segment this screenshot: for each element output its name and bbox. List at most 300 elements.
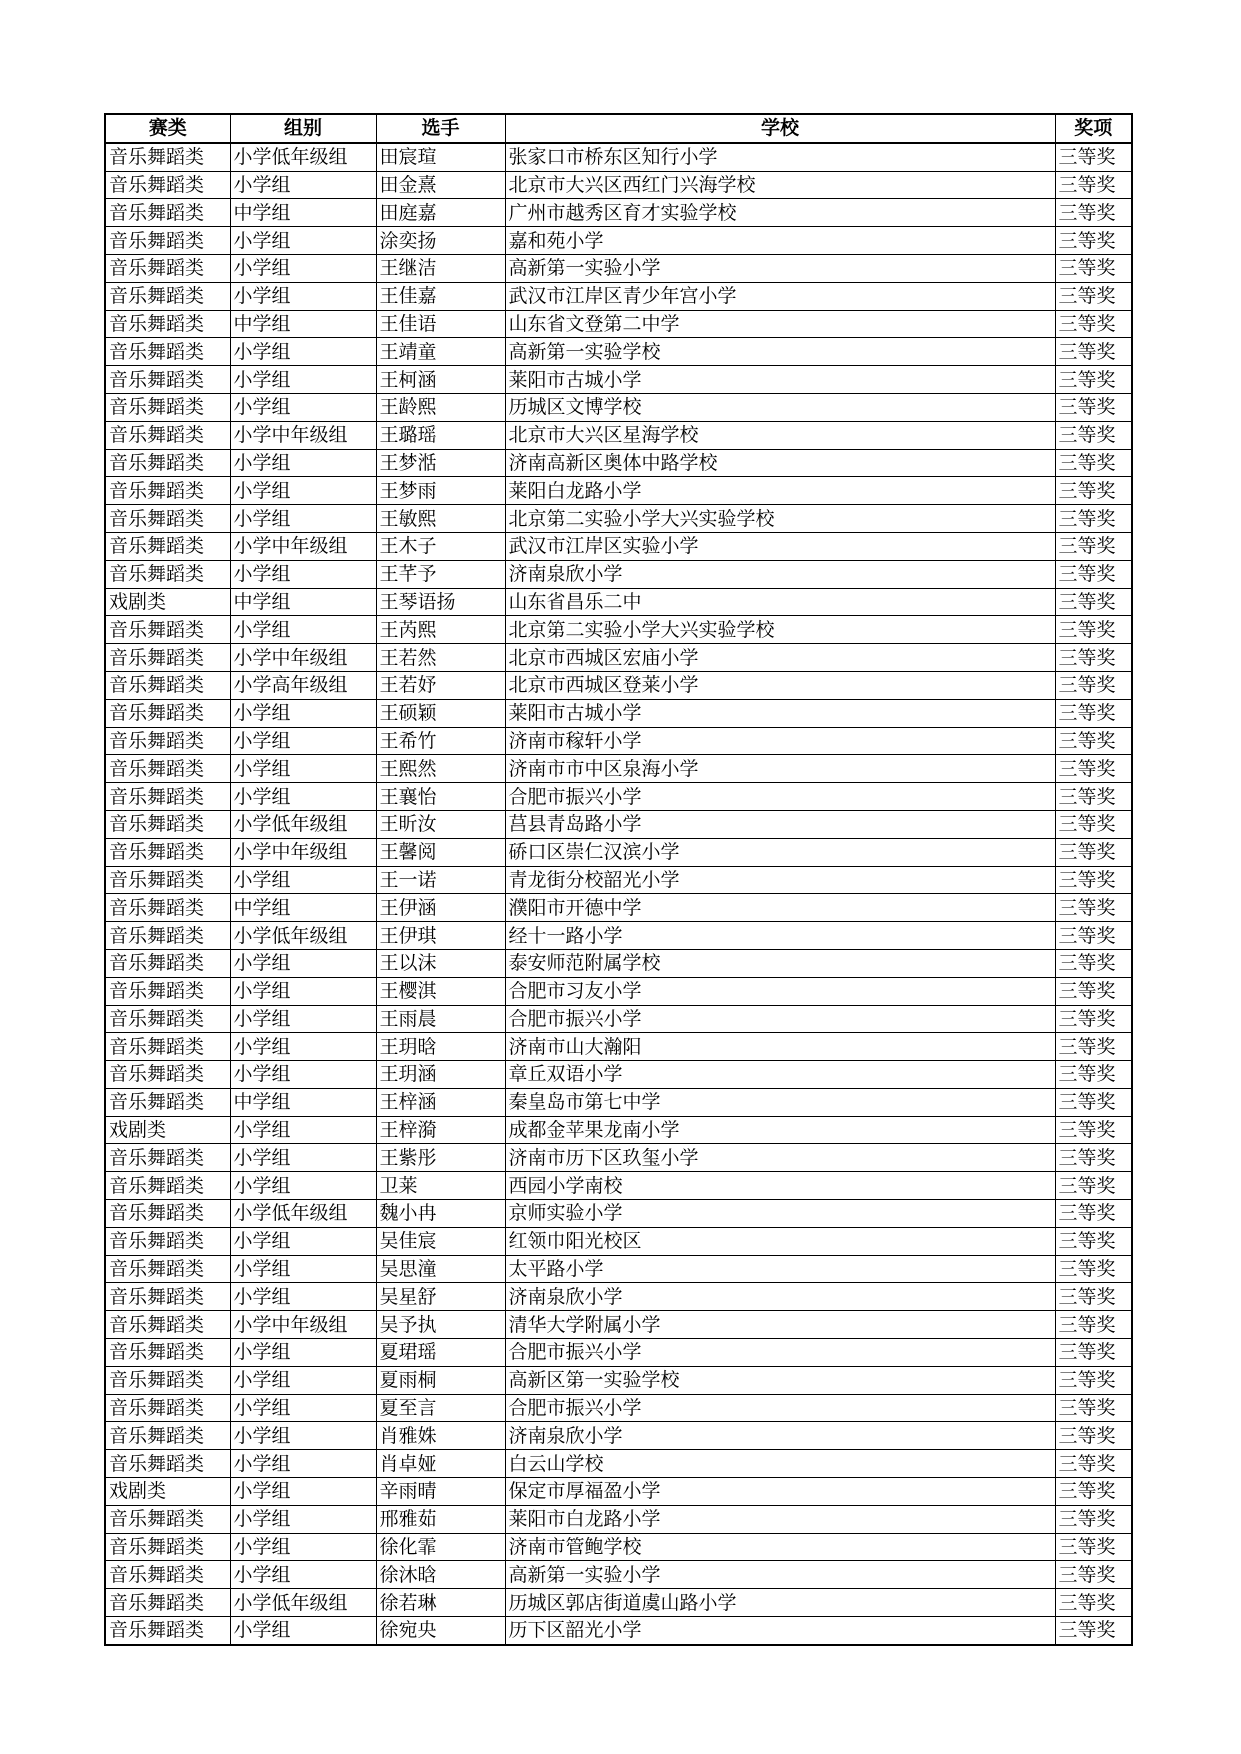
cell-category: 音乐舞蹈类 [105,449,230,477]
cell-school: 莱阳市古城小学 [505,366,1055,394]
cell-group: 小学低年级组 [230,1200,376,1228]
cell-award: 三等奖 [1055,1394,1132,1422]
cell-group: 小学组 [230,616,376,644]
table-row [105,671,1132,699]
cell-award: 三等奖 [1055,560,1132,588]
cell-school: 山东省文登第二中学 [505,310,1055,338]
cell-award: 三等奖 [1055,1478,1132,1506]
cell-category: 音乐舞蹈类 [105,532,230,560]
table-row [105,532,1132,560]
cell-category: 音乐舞蹈类 [105,727,230,755]
header-group: 组别 [230,114,376,143]
table-row [105,783,1132,811]
cell-award: 三等奖 [1055,143,1132,171]
cell-school: 红领巾阳光校区 [505,1227,1055,1255]
cell-contestant: 王芊予 [376,560,505,588]
cell-contestant: 涂奕扬 [376,227,505,255]
cell-category: 音乐舞蹈类 [105,977,230,1005]
table-row [105,866,1132,894]
cell-contestant: 吴佳宸 [376,1227,505,1255]
cell-contestant: 王玥晗 [376,1033,505,1061]
cell-contestant: 卫莱 [376,1172,505,1200]
cell-award: 三等奖 [1055,1422,1132,1450]
cell-group: 小学组 [230,1450,376,1478]
cell-award: 三等奖 [1055,1227,1132,1255]
cell-group: 小学组 [230,1283,376,1311]
cell-group: 小学组 [230,1422,376,1450]
table-row [105,1172,1132,1200]
table-row [105,1088,1132,1116]
cell-group: 小学组 [230,977,376,1005]
cell-school: 济南市山大瀚阳 [505,1033,1055,1061]
cell-category: 音乐舞蹈类 [105,1200,230,1228]
cell-category: 音乐舞蹈类 [105,1033,230,1061]
cell-group: 小学组 [230,1172,376,1200]
cell-contestant: 王樱淇 [376,977,505,1005]
cell-school: 泰安师范附属学校 [505,949,1055,977]
cell-group: 中学组 [230,588,376,616]
cell-category: 音乐舞蹈类 [105,310,230,338]
table-row [105,171,1132,199]
cell-school: 白云山学校 [505,1450,1055,1478]
cell-award: 三等奖 [1055,949,1132,977]
cell-contestant: 辛雨晴 [376,1478,505,1506]
cell-award: 三等奖 [1055,588,1132,616]
table-row [105,421,1132,449]
table-row [105,338,1132,366]
cell-school: 武汉市江岸区青少年宫小学 [505,282,1055,310]
cell-category: 音乐舞蹈类 [105,699,230,727]
cell-category: 音乐舞蹈类 [105,810,230,838]
cell-category: 戏剧类 [105,588,230,616]
cell-contestant: 吴思潼 [376,1255,505,1283]
cell-school: 莱阳白龙路小学 [505,477,1055,505]
cell-award: 三等奖 [1055,1366,1132,1394]
cell-group: 小学组 [230,1394,376,1422]
cell-category: 音乐舞蹈类 [105,616,230,644]
table-row [105,1227,1132,1255]
cell-school: 济南市管鲍学校 [505,1533,1055,1561]
cell-contestant: 王玥涵 [376,1061,505,1089]
cell-group: 小学组 [230,1366,376,1394]
table-row [105,1005,1132,1033]
cell-contestant: 王硕颖 [376,699,505,727]
cell-contestant: 王雨晨 [376,1005,505,1033]
cell-school: 历下区韶光小学 [505,1617,1055,1645]
cell-category: 音乐舞蹈类 [105,783,230,811]
cell-contestant: 王馨阅 [376,838,505,866]
table-row [105,1561,1132,1589]
cell-contestant: 王襄怡 [376,783,505,811]
cell-category: 音乐舞蹈类 [105,477,230,505]
cell-school: 北京市大兴区西红门兴海学校 [505,171,1055,199]
cell-contestant: 邢雅茹 [376,1505,505,1533]
cell-contestant: 王若然 [376,644,505,672]
cell-category: 音乐舞蹈类 [105,1589,230,1617]
cell-contestant: 田金熹 [376,171,505,199]
cell-award: 三等奖 [1055,282,1132,310]
cell-category: 戏剧类 [105,1478,230,1506]
cell-group: 小学组 [230,1561,376,1589]
cell-category: 音乐舞蹈类 [105,1005,230,1033]
table-row [105,949,1132,977]
cell-award: 三等奖 [1055,171,1132,199]
table-row [105,1116,1132,1144]
cell-category: 音乐舞蹈类 [105,1422,230,1450]
cell-contestant: 王佳语 [376,310,505,338]
cell-contestant: 王璐瑶 [376,421,505,449]
cell-award: 三等奖 [1055,532,1132,560]
cell-contestant: 王梓漪 [376,1116,505,1144]
cell-group: 小学组 [230,282,376,310]
cell-contestant: 田宸瑄 [376,143,505,171]
cell-school: 历城区郭店街道虞山路小学 [505,1589,1055,1617]
cell-school: 保定市厚福盈小学 [505,1478,1055,1506]
cell-award: 三等奖 [1055,810,1132,838]
cell-category: 音乐舞蹈类 [105,1561,230,1589]
table-row [105,616,1132,644]
cell-category: 音乐舞蹈类 [105,421,230,449]
table-row [105,838,1132,866]
cell-school: 高新区第一实验学校 [505,1366,1055,1394]
cell-school: 经十一路小学 [505,922,1055,950]
cell-school: 莒县青岛路小学 [505,810,1055,838]
cell-group: 小学组 [230,449,376,477]
cell-award: 三等奖 [1055,1005,1132,1033]
table-row [105,1617,1132,1645]
cell-category: 音乐舞蹈类 [105,227,230,255]
cell-category: 音乐舞蹈类 [105,755,230,783]
cell-category: 音乐舞蹈类 [105,838,230,866]
cell-school: 莱阳市古城小学 [505,699,1055,727]
cell-school: 硚口区崇仁汉滨小学 [505,838,1055,866]
table-row [105,1061,1132,1089]
cell-contestant: 吴星舒 [376,1283,505,1311]
cell-category: 音乐舞蹈类 [105,671,230,699]
cell-school: 莱阳市白龙路小学 [505,1505,1055,1533]
cell-group: 小学中年级组 [230,532,376,560]
cell-school: 高新第一实验小学 [505,1561,1055,1589]
cell-group: 小学中年级组 [230,838,376,866]
cell-contestant: 肖卓娅 [376,1450,505,1478]
cell-contestant: 吴予执 [376,1311,505,1339]
cell-category: 音乐舞蹈类 [105,282,230,310]
cell-group: 小学组 [230,1533,376,1561]
cell-group: 小学组 [230,1033,376,1061]
cell-contestant: 王梓涵 [376,1088,505,1116]
cell-group: 小学组 [230,227,376,255]
cell-group: 小学低年级组 [230,922,376,950]
cell-award: 三等奖 [1055,421,1132,449]
cell-award: 三等奖 [1055,449,1132,477]
cell-contestant: 肖雅姝 [376,1422,505,1450]
cell-group: 中学组 [230,199,376,227]
cell-award: 三等奖 [1055,671,1132,699]
cell-category: 音乐舞蹈类 [105,644,230,672]
cell-category: 音乐舞蹈类 [105,1088,230,1116]
cell-category: 音乐舞蹈类 [105,866,230,894]
cell-award: 三等奖 [1055,977,1132,1005]
cell-award: 三等奖 [1055,1561,1132,1589]
cell-group: 小学高年级组 [230,671,376,699]
table-row [105,1255,1132,1283]
cell-category: 音乐舞蹈类 [105,366,230,394]
cell-group: 中学组 [230,894,376,922]
cell-award: 三等奖 [1055,1617,1132,1645]
table-row [105,727,1132,755]
table-row [105,644,1132,672]
cell-category: 音乐舞蹈类 [105,1394,230,1422]
cell-award: 三等奖 [1055,393,1132,421]
cell-school: 西园小学南校 [505,1172,1055,1200]
cell-award: 三等奖 [1055,199,1132,227]
cell-school: 武汉市江岸区实验小学 [505,532,1055,560]
table-row [105,1394,1132,1422]
header-award: 奖项 [1055,114,1132,143]
cell-group: 小学中年级组 [230,421,376,449]
cell-contestant: 王梦湉 [376,449,505,477]
cell-school: 北京第二实验小学大兴实验学校 [505,505,1055,533]
table-row [105,199,1132,227]
cell-group: 小学组 [230,477,376,505]
cell-category: 音乐舞蹈类 [105,922,230,950]
cell-award: 三等奖 [1055,1033,1132,1061]
cell-school: 济南市市中区泉海小学 [505,755,1055,783]
table-row [105,227,1132,255]
cell-group: 小学组 [230,699,376,727]
cell-school: 济南泉欣小学 [505,1422,1055,1450]
cell-award: 三等奖 [1055,310,1132,338]
table-row [105,1339,1132,1367]
cell-school: 山东省昌乐二中 [505,588,1055,616]
cell-school: 济南泉欣小学 [505,1283,1055,1311]
table-row [105,449,1132,477]
cell-contestant: 王希竹 [376,727,505,755]
cell-school: 嘉和苑小学 [505,227,1055,255]
cell-contestant: 徐若琳 [376,1589,505,1617]
cell-award: 三等奖 [1055,366,1132,394]
cell-award: 三等奖 [1055,1200,1132,1228]
cell-contestant: 王佳嘉 [376,282,505,310]
cell-contestant: 王靖童 [376,338,505,366]
cell-award: 三等奖 [1055,505,1132,533]
cell-award: 三等奖 [1055,616,1132,644]
cell-category: 音乐舞蹈类 [105,560,230,588]
cell-contestant: 魏小冉 [376,1200,505,1228]
cell-group: 小学中年级组 [230,644,376,672]
cell-group: 小学组 [230,1478,376,1506]
table-row [105,1283,1132,1311]
table-row [105,699,1132,727]
cell-contestant: 王伊涵 [376,894,505,922]
table-row [105,282,1132,310]
cell-category: 音乐舞蹈类 [105,338,230,366]
cell-award: 三等奖 [1055,227,1132,255]
cell-category: 音乐舞蹈类 [105,949,230,977]
table-row [105,1505,1132,1533]
cell-award: 三等奖 [1055,922,1132,950]
cell-school: 合肥市习友小学 [505,977,1055,1005]
cell-category: 音乐舞蹈类 [105,143,230,171]
cell-school: 北京市大兴区星海学校 [505,421,1055,449]
cell-award: 三等奖 [1055,1339,1132,1367]
cell-school: 太平路小学 [505,1255,1055,1283]
table-body [105,143,1132,1645]
cell-school: 合肥市振兴小学 [505,1339,1055,1367]
cell-school: 北京市西城区登莱小学 [505,671,1055,699]
cell-award: 三等奖 [1055,894,1132,922]
cell-contestant: 王以沫 [376,949,505,977]
cell-school: 青龙街分校韶光小学 [505,866,1055,894]
cell-contestant: 王芮熙 [376,616,505,644]
table-row [105,1200,1132,1228]
table-row [105,1450,1132,1478]
cell-category: 音乐舞蹈类 [105,1533,230,1561]
cell-award: 三等奖 [1055,1450,1132,1478]
cell-contestant: 夏至言 [376,1394,505,1422]
table-header-row [105,114,1132,143]
cell-group: 小学组 [230,1505,376,1533]
cell-group: 小学组 [230,171,376,199]
cell-category: 音乐舞蹈类 [105,1366,230,1394]
cell-school: 合肥市振兴小学 [505,783,1055,811]
table-row [105,588,1132,616]
cell-group: 小学组 [230,1339,376,1367]
cell-award: 三等奖 [1055,1255,1132,1283]
cell-category: 音乐舞蹈类 [105,1450,230,1478]
cell-group: 小学组 [230,393,376,421]
table-row [105,894,1132,922]
cell-award: 三等奖 [1055,783,1132,811]
cell-category: 音乐舞蹈类 [105,1617,230,1645]
table-row [105,755,1132,783]
cell-award: 三等奖 [1055,1311,1132,1339]
cell-award: 三等奖 [1055,1172,1132,1200]
cell-category: 音乐舞蹈类 [105,1311,230,1339]
cell-group: 小学中年级组 [230,1311,376,1339]
cell-contestant: 徐化霏 [376,1533,505,1561]
table-row [105,366,1132,394]
cell-school: 成都金苹果龙南小学 [505,1116,1055,1144]
cell-school: 秦皇岛市第七中学 [505,1088,1055,1116]
cell-contestant: 王若妤 [376,671,505,699]
cell-group: 小学组 [230,505,376,533]
cell-award: 三等奖 [1055,338,1132,366]
cell-contestant: 王一诺 [376,866,505,894]
cell-award: 三等奖 [1055,866,1132,894]
cell-category: 音乐舞蹈类 [105,199,230,227]
cell-category: 音乐舞蹈类 [105,393,230,421]
cell-group: 小学组 [230,560,376,588]
table-row [105,1533,1132,1561]
cell-category: 音乐舞蹈类 [105,1227,230,1255]
cell-category: 音乐舞蹈类 [105,1283,230,1311]
table-row [105,1311,1132,1339]
cell-group: 小学组 [230,1061,376,1089]
cell-category: 音乐舞蹈类 [105,254,230,282]
cell-category: 戏剧类 [105,1116,230,1144]
cell-contestant: 王梦雨 [376,477,505,505]
table-row [105,505,1132,533]
cell-award: 三等奖 [1055,644,1132,672]
cell-school: 济南高新区奥体中路学校 [505,449,1055,477]
cell-group: 小学组 [230,949,376,977]
cell-contestant: 王熙然 [376,755,505,783]
cell-award: 三等奖 [1055,1533,1132,1561]
award-table [104,113,1133,1646]
cell-school: 清华大学附属小学 [505,1311,1055,1339]
cell-award: 三等奖 [1055,1283,1132,1311]
cell-school: 合肥市振兴小学 [505,1394,1055,1422]
cell-category: 音乐舞蹈类 [105,894,230,922]
table-row [105,1422,1132,1450]
cell-school: 濮阳市开德中学 [505,894,1055,922]
cell-award: 三等奖 [1055,1061,1132,1089]
cell-group: 小学组 [230,338,376,366]
cell-contestant: 王紫彤 [376,1144,505,1172]
cell-school: 京师实验小学 [505,1200,1055,1228]
cell-group: 小学组 [230,727,376,755]
cell-category: 音乐舞蹈类 [105,1061,230,1089]
cell-contestant: 王敏熙 [376,505,505,533]
cell-group: 小学组 [230,1144,376,1172]
table-row [105,477,1132,505]
cell-contestant: 王伊琪 [376,922,505,950]
cell-school: 高新第一实验小学 [505,254,1055,282]
cell-group: 小学组 [230,1227,376,1255]
cell-group: 小学组 [230,866,376,894]
cell-school: 北京市西城区宏庙小学 [505,644,1055,672]
cell-school: 济南市稼轩小学 [505,727,1055,755]
cell-school: 合肥市振兴小学 [505,1005,1055,1033]
cell-group: 小学低年级组 [230,143,376,171]
cell-contestant: 田庭嘉 [376,199,505,227]
cell-contestant: 徐沐晗 [376,1561,505,1589]
cell-contestant: 王木子 [376,532,505,560]
table-row [105,310,1132,338]
cell-award: 三等奖 [1055,755,1132,783]
cell-category: 音乐舞蹈类 [105,1339,230,1367]
cell-group: 小学组 [230,1116,376,1144]
cell-award: 三等奖 [1055,1505,1132,1533]
cell-award: 三等奖 [1055,838,1132,866]
table-row [105,1589,1132,1617]
cell-group: 小学组 [230,783,376,811]
cell-contestant: 徐宛央 [376,1617,505,1645]
table-row [105,1366,1132,1394]
cell-contestant: 夏珺瑶 [376,1339,505,1367]
cell-group: 小学低年级组 [230,810,376,838]
cell-group: 小学组 [230,1005,376,1033]
cell-group: 小学组 [230,1617,376,1645]
table-row [105,254,1132,282]
cell-group: 中学组 [230,1088,376,1116]
table-row [105,810,1132,838]
cell-contestant: 王继洁 [376,254,505,282]
cell-school: 历城区文博学校 [505,393,1055,421]
cell-group: 小学组 [230,254,376,282]
cell-group: 小学组 [230,366,376,394]
header-category: 赛类 [105,114,230,143]
cell-category: 音乐舞蹈类 [105,1255,230,1283]
cell-contestant: 王琴语扬 [376,588,505,616]
table-row [105,1478,1132,1506]
table-row [105,1033,1132,1061]
cell-school: 章丘双语小学 [505,1061,1055,1089]
table-row [105,393,1132,421]
table-row [105,922,1132,950]
cell-category: 音乐舞蹈类 [105,1144,230,1172]
